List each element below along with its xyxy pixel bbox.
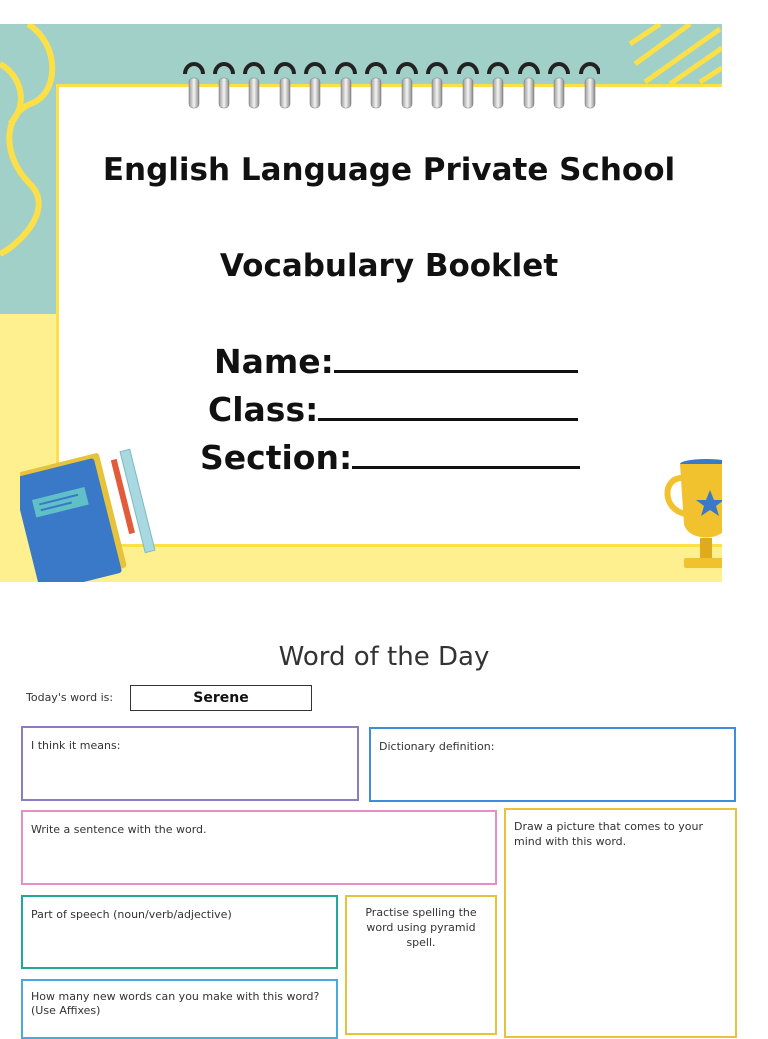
name-label: Name: bbox=[214, 342, 334, 381]
new-words-box[interactable] bbox=[21, 979, 338, 1039]
part-of-speech-label: Part of speech (noun/verb/adjective) bbox=[31, 908, 232, 921]
section-field bbox=[200, 438, 580, 477]
write-sentence-label: Write a sentence with the word. bbox=[31, 823, 207, 836]
section-blank[interactable] bbox=[352, 438, 580, 469]
draw-picture-label: Draw a picture that comes to your mind with this word. bbox=[514, 820, 703, 848]
spiral-binding-icon bbox=[180, 52, 600, 142]
class-blank[interactable] bbox=[318, 390, 578, 421]
dictionary-definition-label: Dictionary definition: bbox=[379, 740, 495, 753]
notebook-icon bbox=[20, 429, 170, 582]
section-label: Section: bbox=[200, 438, 353, 477]
name-blank[interactable] bbox=[334, 342, 578, 373]
school-name: English Language Private School bbox=[102, 152, 676, 188]
new-words-label: How many new words can you make with this word? bbox=[31, 990, 320, 1003]
draw-picture-box[interactable] bbox=[504, 808, 737, 1038]
class-label: Class: bbox=[208, 390, 319, 429]
pyramid-spelling-box[interactable] bbox=[345, 895, 497, 1035]
think-it-means-label: I think it means: bbox=[31, 739, 121, 752]
dictionary-definition-box[interactable] bbox=[369, 727, 736, 802]
class-field bbox=[208, 390, 578, 429]
booklet-title: Vocabulary Booklet bbox=[219, 248, 559, 284]
part-of-speech-box[interactable] bbox=[21, 895, 338, 969]
word-of-the-day-title: Word of the Day bbox=[278, 642, 490, 672]
pyramid-spelling-label: Practise spelling the word using pyramid spell. bbox=[365, 906, 477, 949]
cover-page bbox=[0, 24, 722, 582]
today-word-label: Today's word is: bbox=[26, 691, 114, 704]
write-sentence-box[interactable] bbox=[21, 810, 497, 885]
think-it-means-box[interactable] bbox=[21, 726, 359, 801]
today-word-box[interactable]: Serene bbox=[130, 685, 312, 711]
name-field bbox=[214, 342, 578, 381]
new-words-hint: (Use Affixes) bbox=[31, 1004, 101, 1017]
trophy-icon bbox=[658, 454, 722, 582]
